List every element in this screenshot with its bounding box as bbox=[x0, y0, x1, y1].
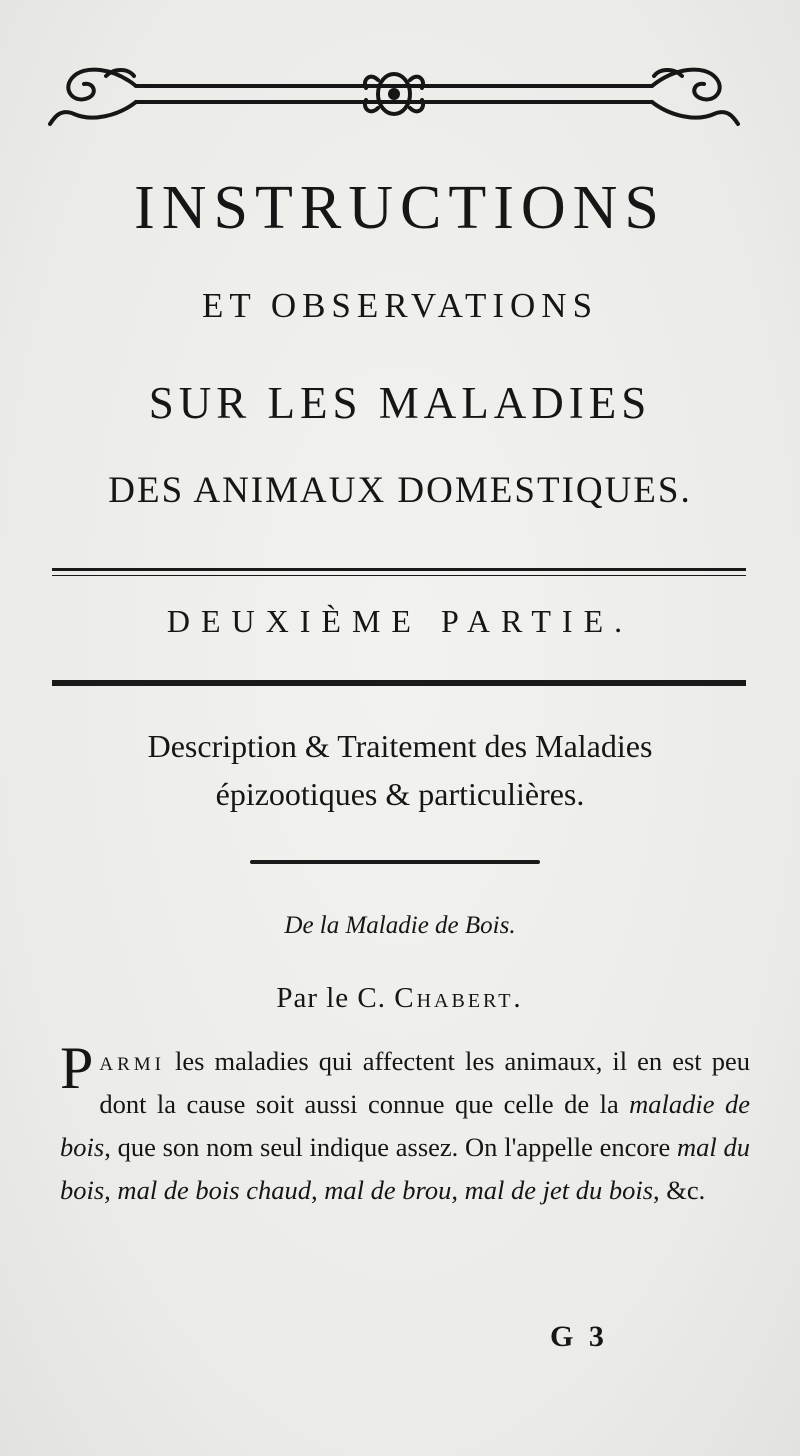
author-line bbox=[0, 978, 800, 1018]
body-text-3: , &c. bbox=[653, 1175, 706, 1205]
divider-rule-top-thin bbox=[52, 575, 746, 576]
header-ornament bbox=[44, 58, 744, 132]
short-divider-rule bbox=[250, 860, 540, 864]
title-main: INSTRUCTIONS bbox=[134, 174, 666, 242]
description-line-2: épizootiques & particulières. bbox=[215, 776, 585, 812]
chapter-title: De la Maladie de Bois. bbox=[284, 912, 516, 939]
title-line-4: DES ANIMAUX DOMESTIQUES. bbox=[108, 470, 692, 511]
title-line-2: ET OBSERVATIONS bbox=[201, 286, 599, 325]
opening-word: armi bbox=[99, 1046, 165, 1076]
body-italic-1: maladie de bois bbox=[60, 1089, 750, 1162]
body-italic-2: mal du bois, mal de bois chaud, mal de brou, mal de jet du bois bbox=[60, 1132, 750, 1205]
divider-rule-bottom bbox=[52, 680, 746, 686]
body-text-2: , que son nom seul indique assez. On l'appelle encore bbox=[104, 1132, 677, 1162]
divider-rule-top bbox=[52, 568, 746, 571]
description-heading bbox=[60, 722, 740, 818]
part-heading: DEUXIÈME PARTIE. bbox=[166, 603, 634, 639]
author-name: Chabert. bbox=[394, 982, 524, 1014]
drop-cap: P bbox=[60, 1035, 94, 1101]
signature-mark: G 3 bbox=[550, 1320, 608, 1353]
body-text-1: les maladies qui affectent les animaux, il en est peu dont la cause soit aussi connue que celle de la bbox=[99, 1046, 750, 1119]
author-prefix: Par le C. bbox=[276, 982, 387, 1014]
body-paragraph bbox=[60, 1035, 750, 1212]
title-line-3: SUR LES MALADIES bbox=[148, 378, 652, 428]
description-line-1: Description & Traitement des Maladies bbox=[147, 728, 653, 764]
